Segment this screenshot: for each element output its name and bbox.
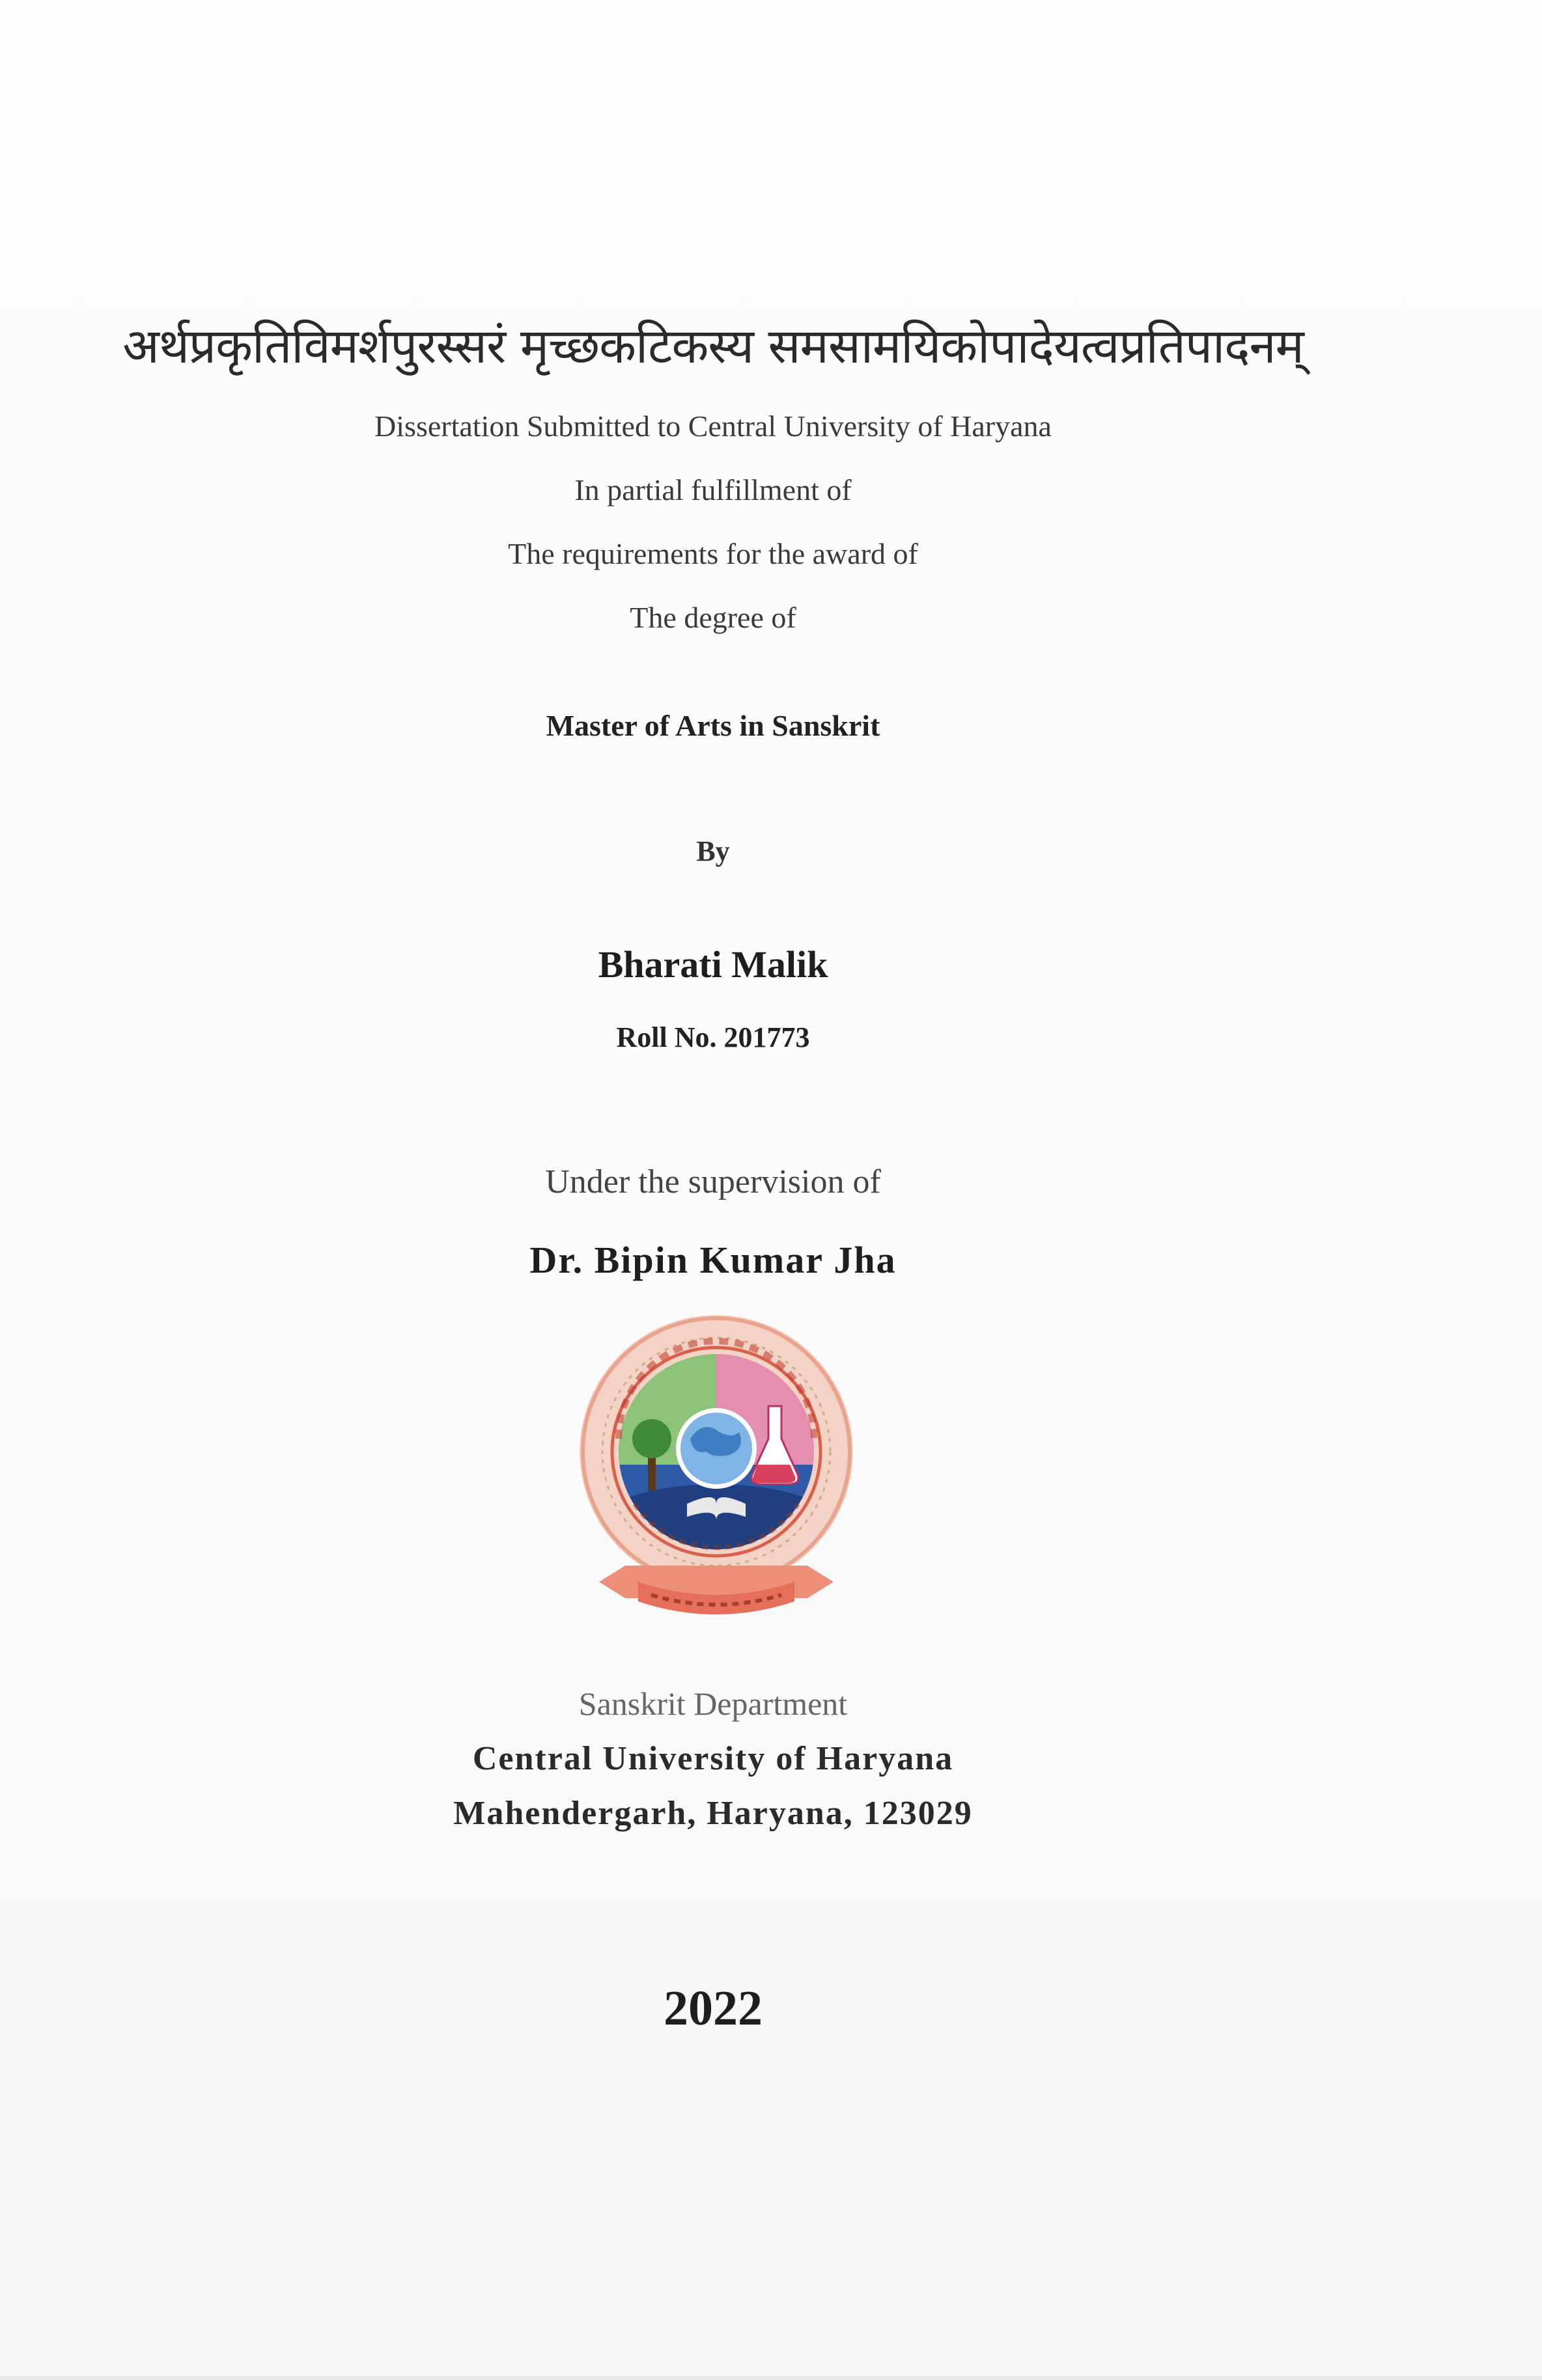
supervisor-name: Dr. Bipin Kumar Jha bbox=[529, 1239, 897, 1281]
page-edge bbox=[0, 2376, 1542, 2380]
degree-name: Master of Arts in Sanskrit bbox=[546, 709, 880, 742]
submission-year: 2022 bbox=[664, 1981, 763, 2036]
submission-line-3: The requirements for the award of bbox=[508, 537, 918, 570]
university-address: Mahendergarh, Haryana, 123029 bbox=[453, 1795, 973, 1832]
department-name: Sanskrit Department bbox=[578, 1685, 848, 1722]
roll-number: Roll No. 201773 bbox=[616, 1021, 810, 1053]
supervision-label: Under the supervision of bbox=[545, 1163, 881, 1200]
university-name: Central University of Haryana bbox=[472, 1740, 954, 1777]
submission-line-2: In partial fulfillment of bbox=[574, 473, 852, 506]
by-label: By bbox=[696, 835, 730, 867]
submission-line-1: Dissertation Submitted to Central University of Haryana bbox=[374, 409, 1052, 443]
submission-line-4: The degree of bbox=[630, 601, 796, 634]
author-name: Bharati Malik bbox=[598, 943, 828, 986]
sanskrit-title: अर्थप्रकृतिविमर्शपुरस्सरं मृच्छकटिकस्य समसामयिकोपादेयत्वप्रतिपादनम् bbox=[122, 318, 1304, 374]
university-seal-icon bbox=[573, 1308, 860, 1647]
